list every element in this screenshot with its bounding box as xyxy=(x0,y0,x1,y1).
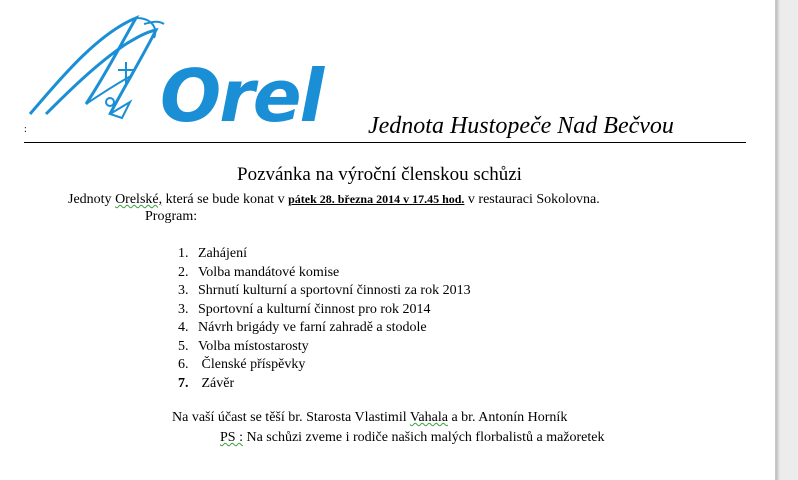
program-label: Program: xyxy=(145,209,198,224)
meeting-date: pátek 28. března 2014 v 17.45 hod. xyxy=(288,192,465,206)
agenda-item-number: 7. xyxy=(178,375,189,391)
ps-label: PS : xyxy=(220,430,243,445)
invitation-heading: Pozvánka na výroční členskou schůzi xyxy=(237,164,522,185)
orel-logo-text: Orel xyxy=(160,54,323,138)
agenda-item-text: Závěr xyxy=(198,375,235,391)
agenda-item-number: 4. xyxy=(178,320,189,335)
agenda-item xyxy=(178,282,471,301)
agenda-item xyxy=(178,301,471,320)
agenda-item-text: Sportovní a kulturní činnost pro rok 2014 xyxy=(198,301,431,317)
agenda-item xyxy=(178,338,471,357)
agenda-item xyxy=(178,245,471,264)
organization-title: Jednota Hustopeče Nad Bečvou xyxy=(368,113,674,139)
ps-text: Na schůzi zveme i rodiče našich malých florbalistů a mažoretek xyxy=(242,430,605,445)
page-edge-shadow xyxy=(776,0,780,480)
header-divider xyxy=(24,142,746,143)
agenda-item-text: Volba místostarosty xyxy=(198,338,309,354)
agenda-item-number: 6. xyxy=(178,357,189,372)
intro-suffix: v restauraci Sokolovna. xyxy=(464,192,600,207)
starosta-name: Vahala xyxy=(409,410,448,425)
closing-line xyxy=(172,409,567,427)
postscript xyxy=(220,429,605,447)
header-mark: : xyxy=(24,124,27,135)
agenda-item-text: Volba mandátové komise xyxy=(198,264,340,280)
page-edge xyxy=(775,0,798,480)
agenda-item-number: 5. xyxy=(178,338,189,354)
agenda-item xyxy=(178,356,471,375)
agenda-item xyxy=(178,319,471,338)
agenda-item-number: 3. xyxy=(178,283,189,298)
agenda-item-number: 3. xyxy=(178,301,189,317)
agenda-item xyxy=(178,264,471,283)
agenda-item-text: Zahájení xyxy=(198,246,247,261)
agenda-item xyxy=(178,375,471,394)
invitation-intro xyxy=(68,190,600,209)
agenda-item-text: Shrnutí kulturní a sportovní činnosti za rok 2013 xyxy=(198,283,471,298)
orel-logo xyxy=(26,14,346,140)
agenda-item-text: Členské příspěvky xyxy=(198,357,306,372)
agenda-item-text: Návrh brigády ve farní zahradě a stodole xyxy=(198,320,427,335)
agenda-list xyxy=(178,245,471,393)
intro-mid: která se bude konat v xyxy=(162,192,289,207)
closing-suffix: a br. Antonín Horník xyxy=(447,410,568,425)
closing-prefix: Na vaší účast se těší br. Starosta Vlastimil xyxy=(172,410,410,425)
intro-prefix: Jednoty xyxy=(68,192,116,207)
agenda-item-number: 1. xyxy=(178,246,189,261)
agenda-item-number: 2. xyxy=(178,264,189,280)
intro-orelske: Orelské, xyxy=(115,192,163,207)
